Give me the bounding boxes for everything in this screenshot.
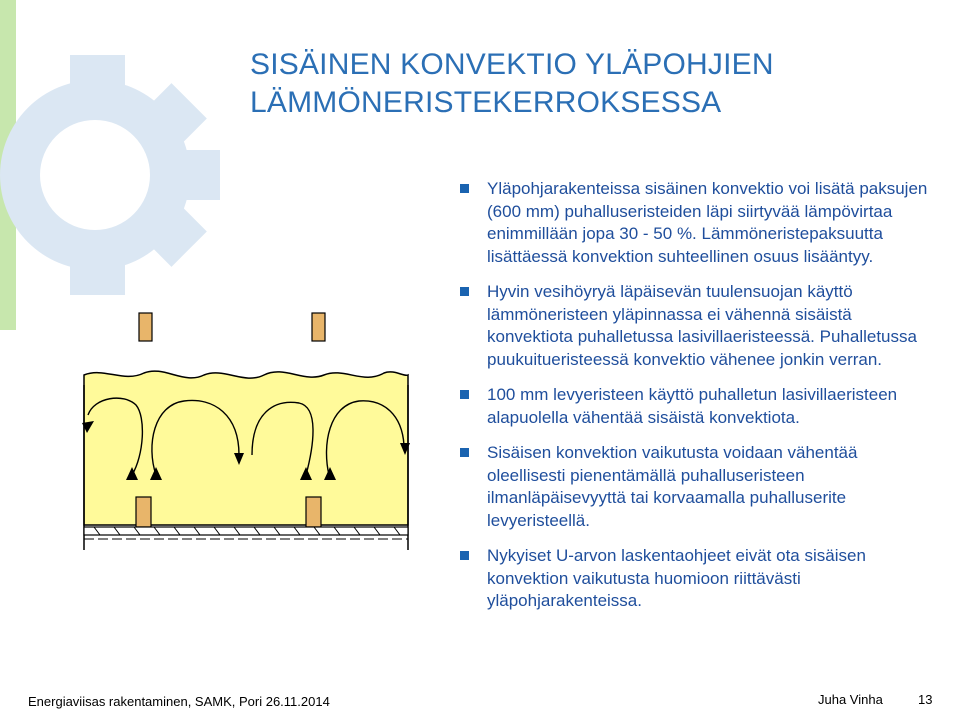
page-number: 13: [918, 692, 933, 707]
bullet-text: Nykyiset U-arvon laskentaohjeet eivät ota sisäisen konvektion vaikutusta huomioon riittävästi yläpohjarakenteissa.: [487, 546, 866, 610]
bullet-item: [458, 384, 938, 429]
gear-decoration-icon: [0, 0, 250, 330]
bullet-text: Sisäisen konvektion vaikutusta voidaan vähentää oleellisesti pienentämällä puhalluseristeen ilmanläpäisevyyttä tai korvaamalla puhalluserite levyeristeellä.: [487, 443, 858, 530]
footer-event: Energiaviisas rakentaminen, SAMK, Pori 26.11.2014: [28, 694, 330, 709]
title-line-2: LÄMMÖNERISTEKERROKSESSA: [250, 86, 722, 119]
page-title: [250, 46, 940, 122]
joist-2: [306, 497, 321, 527]
square-bullet-icon: [460, 184, 469, 193]
square-bullet-icon: [460, 551, 469, 560]
bullet-text: Yläpohjarakenteissa sisäinen konvektio voi lisätä paksujen (600 mm) puhalluseristeiden läpi siirtyvää lämpövirtaa enimmillään jopa 30 - 50 %. Lämmöneristepaksuutta lisättäessä konvektion suhteellinen osuus lisääntyy.: [487, 179, 928, 266]
bullet-list: [458, 178, 938, 626]
square-bullet-icon: [460, 287, 469, 296]
joist-1: [136, 497, 151, 527]
bullet-text: 100 mm levyeristeen käyttö puhalletun lasivillaeristeen alapuolella vähentää sisäistä konvektiota.: [487, 385, 898, 427]
title-line-1: SISÄINEN KONVEKTIO YLÄPOHJIEN: [250, 48, 774, 81]
insulation-layer: [84, 371, 408, 525]
footer-author: Juha Vinha: [818, 692, 883, 707]
timber-top-2: [312, 313, 325, 341]
timber-top-1: [139, 313, 152, 341]
square-bullet-icon: [460, 448, 469, 457]
bullet-item: [458, 178, 938, 268]
convection-diagram: [74, 305, 414, 555]
square-bullet-icon: [460, 390, 469, 399]
bullet-item: [458, 545, 938, 613]
bullet-item: [458, 281, 938, 371]
bullet-text: Hyvin vesihöyryä läpäisevän tuulensuojan käyttö lämmöneristeen yläpinnassa ei vähennä sisäistä konvektiota puhalletussa lasivillaeristeessä. Puhalletussa puukuitueristeessä konvektio vähenee jonkin verran.: [487, 282, 917, 369]
bullet-item: [458, 442, 938, 532]
